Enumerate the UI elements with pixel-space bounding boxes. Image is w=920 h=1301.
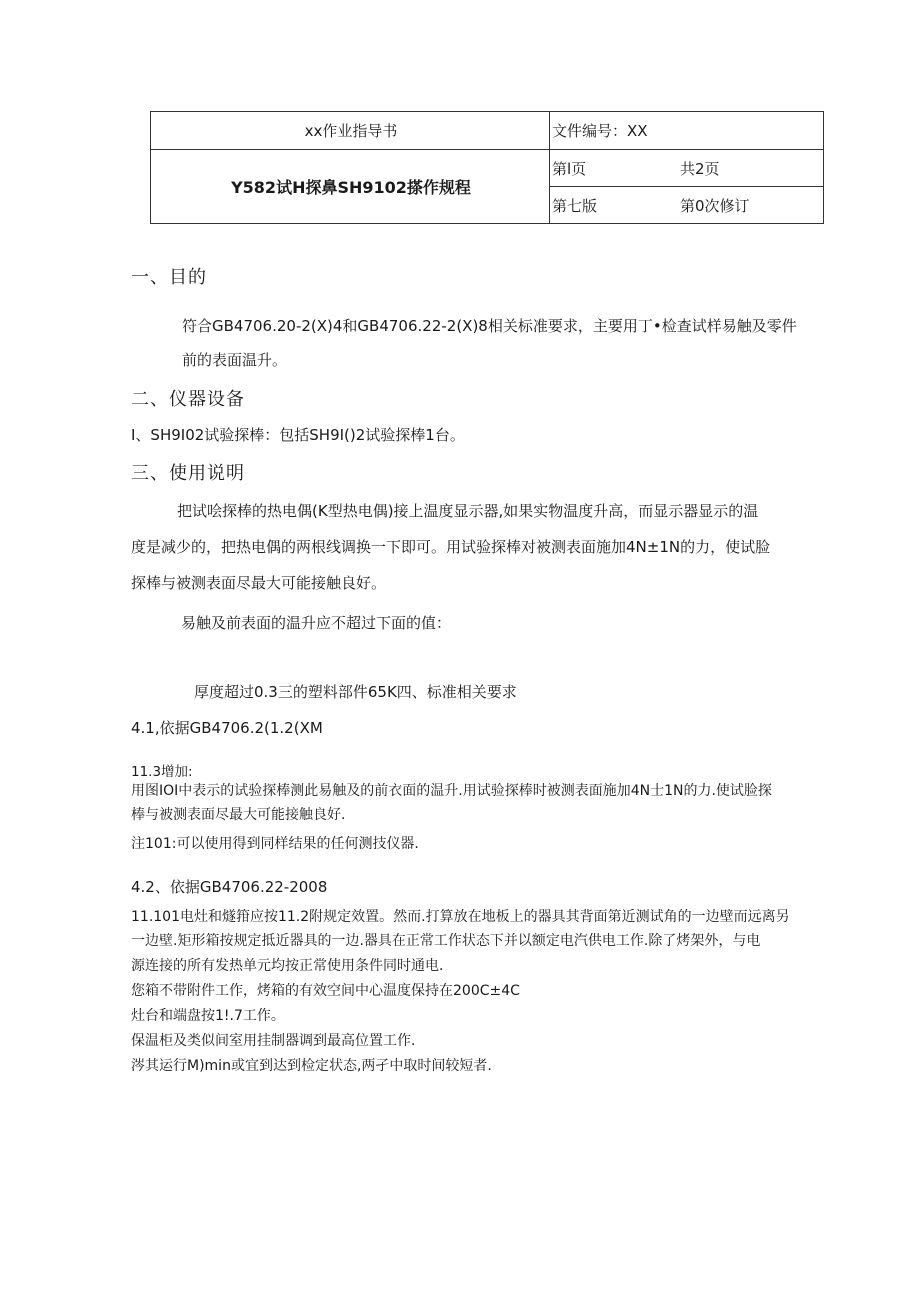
section-1-heading: 一、目的	[131, 267, 207, 288]
company-title: xx作业指导书	[151, 112, 550, 150]
clause-4-1: 4.1,依据GB4706.2(1.2(XM	[131, 719, 323, 737]
clause-11-101-text-7: 涔其运行M)min或宜到达到检定状态,两孑中取时间较短者.	[131, 1058, 492, 1074]
version-info	[550, 187, 824, 224]
section-3-heading: 三、使用说明	[131, 463, 245, 484]
clause-11-101-text-3: 源连接的所有发热单元均按正常使用条件同时通电.	[131, 958, 444, 974]
edition: 第七版	[552, 196, 598, 215]
clause-11-101-text-1: 11.101电灶和燧箝应按11.2附规定效置。然而.打算放在地板上的器具其背面第近测试角的一边壁而远离另	[131, 909, 790, 925]
clause-11-3-text-2: 棒与被测表面尽最大可能接触良好.	[131, 807, 346, 823]
section-3-line-5: 厚度超过0.3三的塑料部件65K四、标准相关要求	[194, 683, 517, 701]
section-3-line-4: 易触及前表面的温升应不超过下面的值：	[181, 614, 452, 632]
section-3-line-1: 把试哙探棒的热电偶(K型热电偶)接上温度显示器,如果实物温度升高，而显示器显示的温	[177, 502, 759, 520]
section-3-line-3: 探棒与被测表面尽最大可能接触良好。	[131, 574, 387, 592]
section-3-line-2: 度是减少的，把热电偶的两根线调换一下即可。用试验探棒对被测表面施加4N±1N的力，使试脸	[131, 538, 771, 556]
document-header-table	[150, 111, 824, 224]
clause-11-3-text-1: 用图IOI中表示的试验探棒测此易触及的前衣面的温升.用试验探棒时被测表面施加4N士1N的力.使试脸探	[131, 783, 772, 799]
doc-number: 文件编号：XX	[550, 112, 824, 150]
section-2-heading: 二、仪器设备	[131, 389, 245, 410]
section-1-line-2: 前的表面温升。	[182, 351, 288, 369]
section-2-line-1: I、SH9I02试验探棒：包括SH9I()2试验探棒1台。	[131, 426, 465, 444]
clause-11-3: 11.3增加:	[131, 764, 193, 780]
page-number: 第l页	[552, 159, 587, 178]
clause-11-101-text-2: 一边壁.矩形箱按规定抵近器具的一边.器具在正常工作状态下并以额定电汽供电工作.除了烤架外，与电	[131, 933, 761, 949]
clause-11-101-text-6: 保温柜及类似间室用挂制器调到最高位置工作.	[131, 1033, 416, 1049]
note-101: 注101:可以使用得到同样结果的任何测技仪器.	[131, 836, 419, 852]
clause-4-2: 4.2、依据GB4706.22-2008	[131, 878, 328, 896]
clause-11-101-text-5: 灶台和端盘按1!.7工作。	[131, 1008, 285, 1024]
doc-title: Y582试H探鼻SH9102搽作规程	[151, 150, 550, 224]
revision: 第0次修订	[680, 196, 750, 215]
page-info	[550, 150, 824, 187]
clause-11-101-text-4: 您箱不带附件工作，烤箱的有效空间中心温度保持在200C±4C	[131, 983, 520, 999]
section-1-line-1: 符合GB4706.20-2(X)4和GB4706.22-2(X)8相关标准要求，主要用丁•检查试样易触及零件	[182, 317, 797, 335]
total-pages: 共2页	[680, 159, 720, 178]
